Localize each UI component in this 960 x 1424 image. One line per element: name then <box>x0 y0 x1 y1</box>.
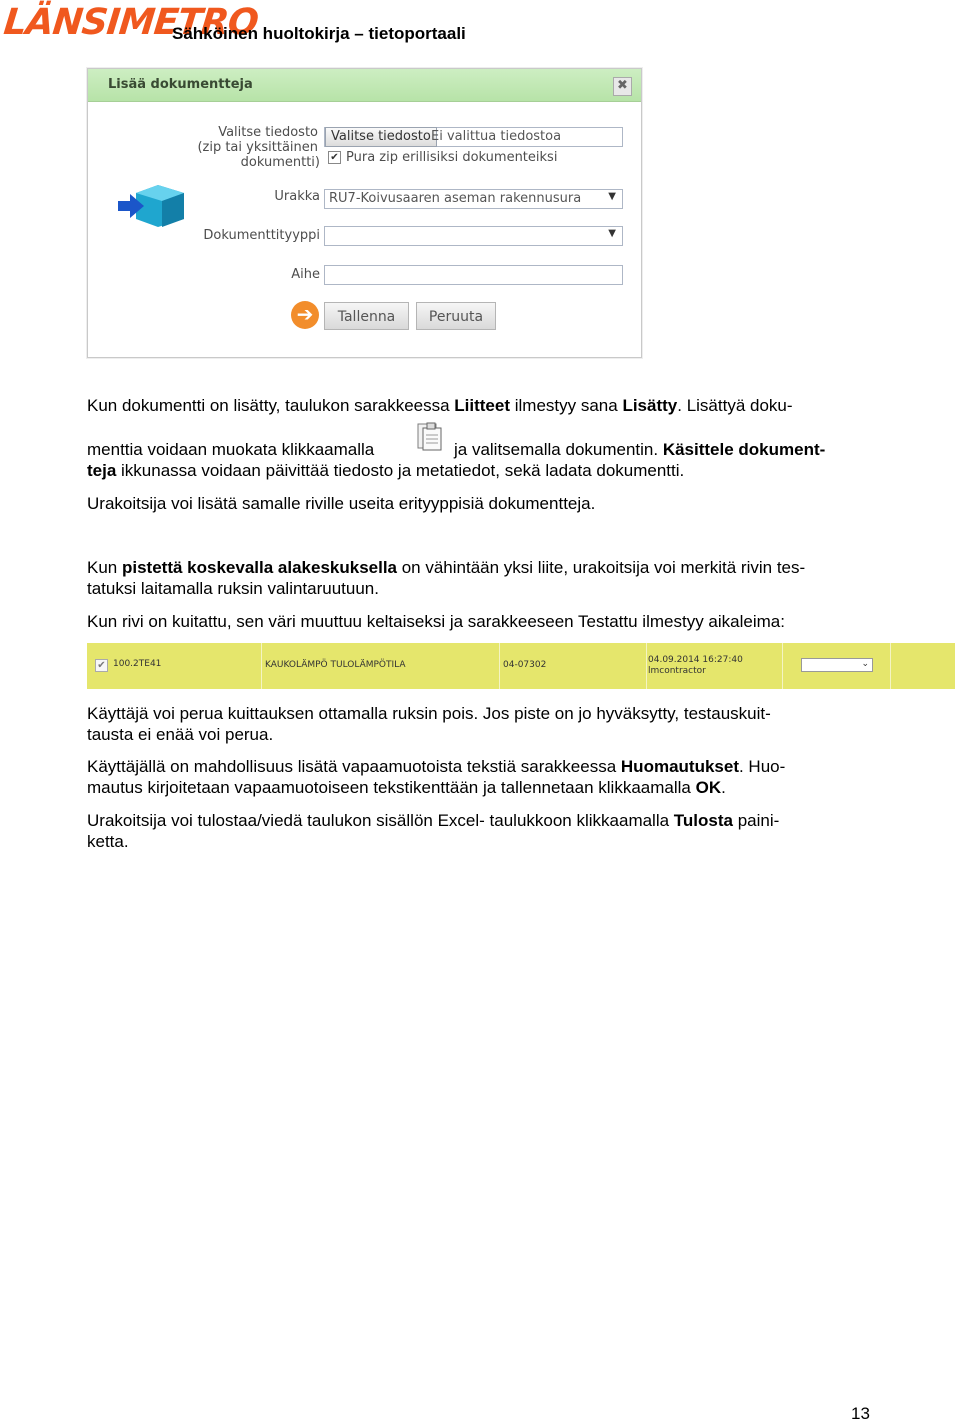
paragraph-2-line1-end: ja valitsemalla dokumentin. Käsittele dokument- <box>454 440 826 459</box>
document-title: Sähköinen huoltokirja – tietoportaali <box>172 24 466 43</box>
aihe-input[interactable] <box>324 265 623 285</box>
lansimetro-logo: LÄNSIMETRO <box>1 2 260 43</box>
table-cell-code <box>87 643 262 689</box>
dialog-title: Lisää dokumentteja <box>108 77 253 92</box>
paragraph-7: Käyttäjällä on mahdollisuus lisätä vapaamuotoista tekstiä sarakkeessa Huomautukset. Huo- mautus kirjoitetaan vapaamuotoiseen tekstikenttään ja tallennetaan klikkaamalla OK. <box>87 757 786 797</box>
file-label-line3: dokumentti) <box>240 155 320 170</box>
choose-file-button[interactable]: Valitse tiedosto <box>325 127 437 147</box>
paragraph-2-line2: teja ikkunassa voidaan päivittää tiedosto ja metatiedot, sekä ladata dokumentti. <box>87 461 685 480</box>
row-name: KAUKOLÄMPÖ TULOLÄMPÖTILA <box>265 660 406 670</box>
table-cell-point <box>500 643 647 689</box>
unzip-checkbox-label: Pura zip erillisiksi dokumenteiksi <box>346 150 558 165</box>
urakka-label: Urakka <box>274 189 320 204</box>
tested-checkbox[interactable]: ✔ <box>95 659 108 672</box>
arrow-right-icon: ➔ <box>291 301 319 329</box>
row-user: lmcontractor <box>648 666 706 676</box>
add-documents-dialog <box>87 68 642 358</box>
cancel-button[interactable]: Peruuta <box>416 302 496 330</box>
chevron-down-icon: ▼ <box>608 228 616 239</box>
paragraph-4: Kun pistettä koskevalla alakeskuksella on vähintään yksi liite, urakoitsija voi merkitä rivin tes- tatuksi laitamalla ruksin valintaruutuun. <box>87 558 806 598</box>
row-code: 100.2TE41 <box>113 659 162 669</box>
edit-document-icon[interactable] <box>415 421 443 453</box>
paragraph-6: Käyttäjä voi perua kuittauksen ottamalla ruksin pois. Jos piste on jo hyväksytty, testauskuit- tausta ei enää voi perua. <box>87 704 771 744</box>
chevron-down-icon: ▼ <box>608 191 616 202</box>
row-timestamp: 04.09.2014 16:27:40 <box>648 655 743 665</box>
chevron-down-icon: ⌄ <box>861 658 869 668</box>
dialog-header <box>88 69 641 102</box>
row-select[interactable] <box>801 658 873 672</box>
paragraph-3: Urakoitsija voi lisätä samalle riville useita erityyppisiä dokumentteja. <box>87 494 596 513</box>
urakka-value: RU7-Koivusaaren aseman rakennusura <box>329 191 582 206</box>
paragraph-8: Urakoitsija voi tulostaa/viedä taulukon sisällön Excel- taulukkoon klikkaamalla Tulosta paini- ketta. <box>87 811 780 851</box>
page-number: 13 <box>851 1404 870 1423</box>
aihe-label: Aihe <box>291 267 320 282</box>
urakka-select[interactable] <box>324 189 623 209</box>
doctype-select[interactable] <box>324 226 623 246</box>
paragraph-5: Kun rivi on kuitattu, sen väri muuttuu keltaiseksi ja sarakkeeseen Testattu ilmestyy aikaleima: <box>87 612 785 631</box>
unzip-checkbox[interactable]: ✔ <box>328 151 341 164</box>
doctype-label: Dokumenttityyppi <box>203 228 320 243</box>
file-chooser <box>324 127 623 147</box>
file-label-line1: Valitse tiedosto <box>218 125 318 140</box>
paragraph-1: Kun dokumentti on lisätty, taulukon sarakkeessa Liitteet ilmestyy sana Lisätty. Lisättyä doku- <box>87 396 793 415</box>
upload-cube-icon <box>116 181 186 231</box>
table-cell-name <box>262 643 500 689</box>
row-point: 04-07302 <box>503 660 547 670</box>
save-button[interactable]: Tallenna <box>324 302 409 330</box>
table-row-tested <box>87 643 955 689</box>
file-label-line2: (zip tai yksittäinen <box>197 140 318 155</box>
paragraph-2-line1: menttia voidaan muokata klikkaamalla <box>87 440 375 459</box>
close-icon[interactable]: ✖ <box>613 77 632 96</box>
table-cell-tested <box>647 643 783 689</box>
file-status: Ei valittua tiedostoa <box>431 129 562 144</box>
